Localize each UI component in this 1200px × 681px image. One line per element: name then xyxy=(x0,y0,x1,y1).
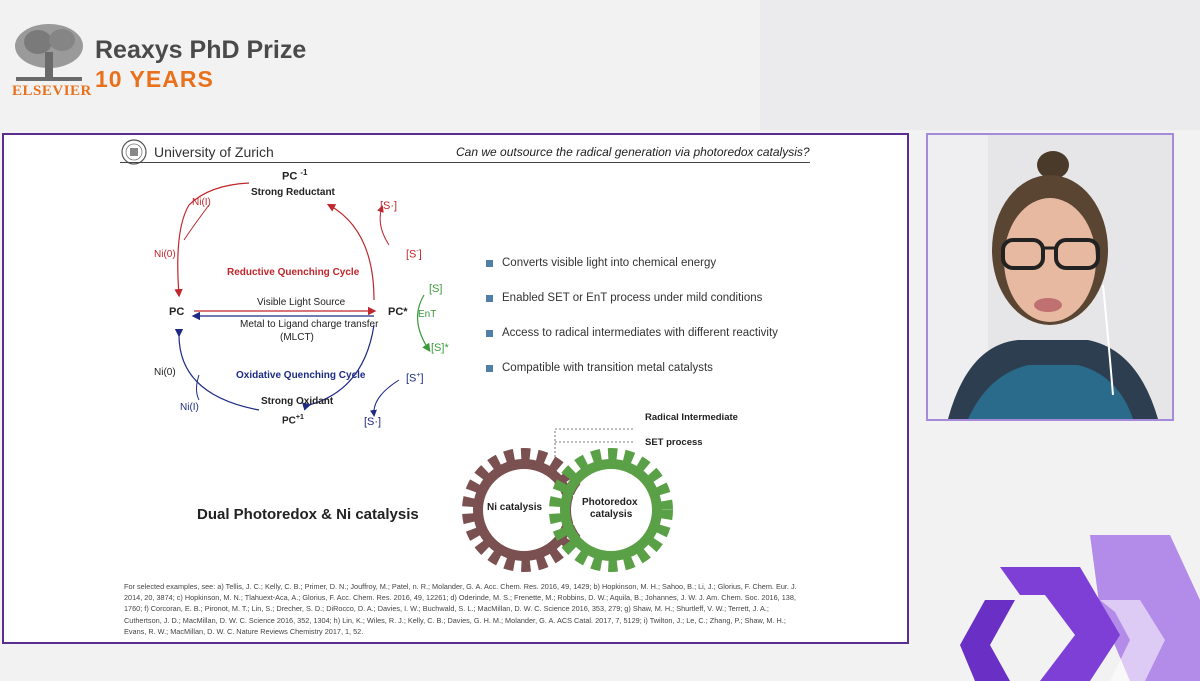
list-item: Enabled SET or EnT process under mild conditions xyxy=(486,292,778,327)
set-process-label: SET process xyxy=(645,437,703,448)
speaker-video xyxy=(926,133,1174,421)
s-excited-label: [S]* xyxy=(431,342,449,354)
s-ground-green-label: [S] xyxy=(429,283,443,295)
prize-anniversary: 10 YEARS xyxy=(95,66,214,92)
references-text: For selected examples, see: a) Tellis, J. C.; Kelly, C. B.; Primer, D. N.; Jouffroy, M.; Patel, n. R.; Molander, G. A. Acc. Chem. Res. 2016, 49, 1429; b) Hopkinson, M. H.; Sahoo, B.; Li, J.; Glorius, F. Chem. Eur. J. 2014, 20, 3874; c) Hopkinson, M. N.; Tlahuext-Aca, A.; Glorius, F. Acc. Chem. Res. 2016, 49, 12261; d) Oderinde, M. S.; Frenette, M.; Robbins, D. W.; Aquila, B.; Johannes, J. W. J. Am. Chem. Soc. 2016, 138, 1760; f) Corcoran, E. B.; Pironot, M. T.; Lin, S.; Drecher, S. D.; DiRocco, D. A.; Davies, I. W.; Buchwald, S. L.; MacMillan, D. W. C. Science 2016, 353, 279; g) Shaw, M. H.; Shurtleff, V. W.; Terrett, J. A.; Cuthertson, J. D.; MacMillan, D. W. C. Science 2016, 352, 1304; h) Lin, K.; Wiles, R. J.; Kelly, C. B.; Davies, G. H. M.; Molander, G. A. ACS Catal. 2017, 7, 5129; i) Twilton, J.; Le, C.; Zhang, P.; Shaw, M. H.; Evans, R. W.; MacMillan, D. W. C. Nature Reviews Chemistry 2017, 1, 52. xyxy=(124,582,797,636)
s-radical-bottom-label: [S·] xyxy=(364,416,382,428)
s-cation-label: [S+] xyxy=(406,372,424,385)
s-radical-top-label: [S·] xyxy=(380,200,398,212)
list-item: Access to radical intermediates with different reactivity xyxy=(486,327,778,362)
presentation-slide xyxy=(2,133,909,644)
list-item: Compatible with transition metal catalysts xyxy=(486,362,778,397)
strong-oxidant-label: Strong Oxidant xyxy=(261,396,334,407)
ni0-bottom-label: Ni(0) xyxy=(154,367,176,378)
pc-excited-label: PC* xyxy=(388,306,408,318)
list-item: Converts visible light into chemical energy xyxy=(486,257,778,292)
speaker-webcam-icon xyxy=(928,135,1172,419)
gears-diagram xyxy=(4,135,909,644)
visible-light-label: Visible Light Source xyxy=(257,297,346,308)
s-anion-label: [S-] xyxy=(406,248,422,261)
ent-label: EnT xyxy=(418,309,437,320)
oxidative-cycle-label: Oxidative Quenching Cycle xyxy=(236,370,366,381)
radical-intermediate-label: Radical Intermediate xyxy=(645,412,738,423)
mlct-label: Metal to Ligand charge transfer xyxy=(240,319,379,330)
ni0-top-label: Ni(0) xyxy=(154,249,176,260)
ni-catalysis-label: Ni catalysis xyxy=(487,502,543,513)
institution-name: University of Zurich xyxy=(154,144,274,160)
ni1-bottom-label: Ni(I) xyxy=(180,402,199,413)
slide-question: Can we outsource the radical generation via photoredox catalysis? xyxy=(456,145,810,159)
strong-reductant-label: Strong Reductant xyxy=(251,187,335,198)
pc-ground-label: PC xyxy=(169,306,185,318)
prize-title: Reaxys PhD Prize xyxy=(95,36,307,64)
mlct-abbr-label: (MLCT) xyxy=(280,332,314,343)
elsevier-wordmark: ELSEVIER xyxy=(12,83,92,99)
photoredox-label: Photoredox xyxy=(582,497,638,508)
pc-oxidized-label: $PC^{+1}$ xyxy=(282,414,304,427)
reductive-cycle-label: Reductive Quenching Cycle xyxy=(227,267,360,278)
catalysis-label: catalysis xyxy=(590,509,633,520)
pc-reduced-label: PC $^{-1}$ xyxy=(282,168,308,183)
ni1-top-label: Ni(I) xyxy=(192,197,211,208)
dual-catalysis-title: Dual Photoredox & Ni catalysis xyxy=(197,506,419,523)
